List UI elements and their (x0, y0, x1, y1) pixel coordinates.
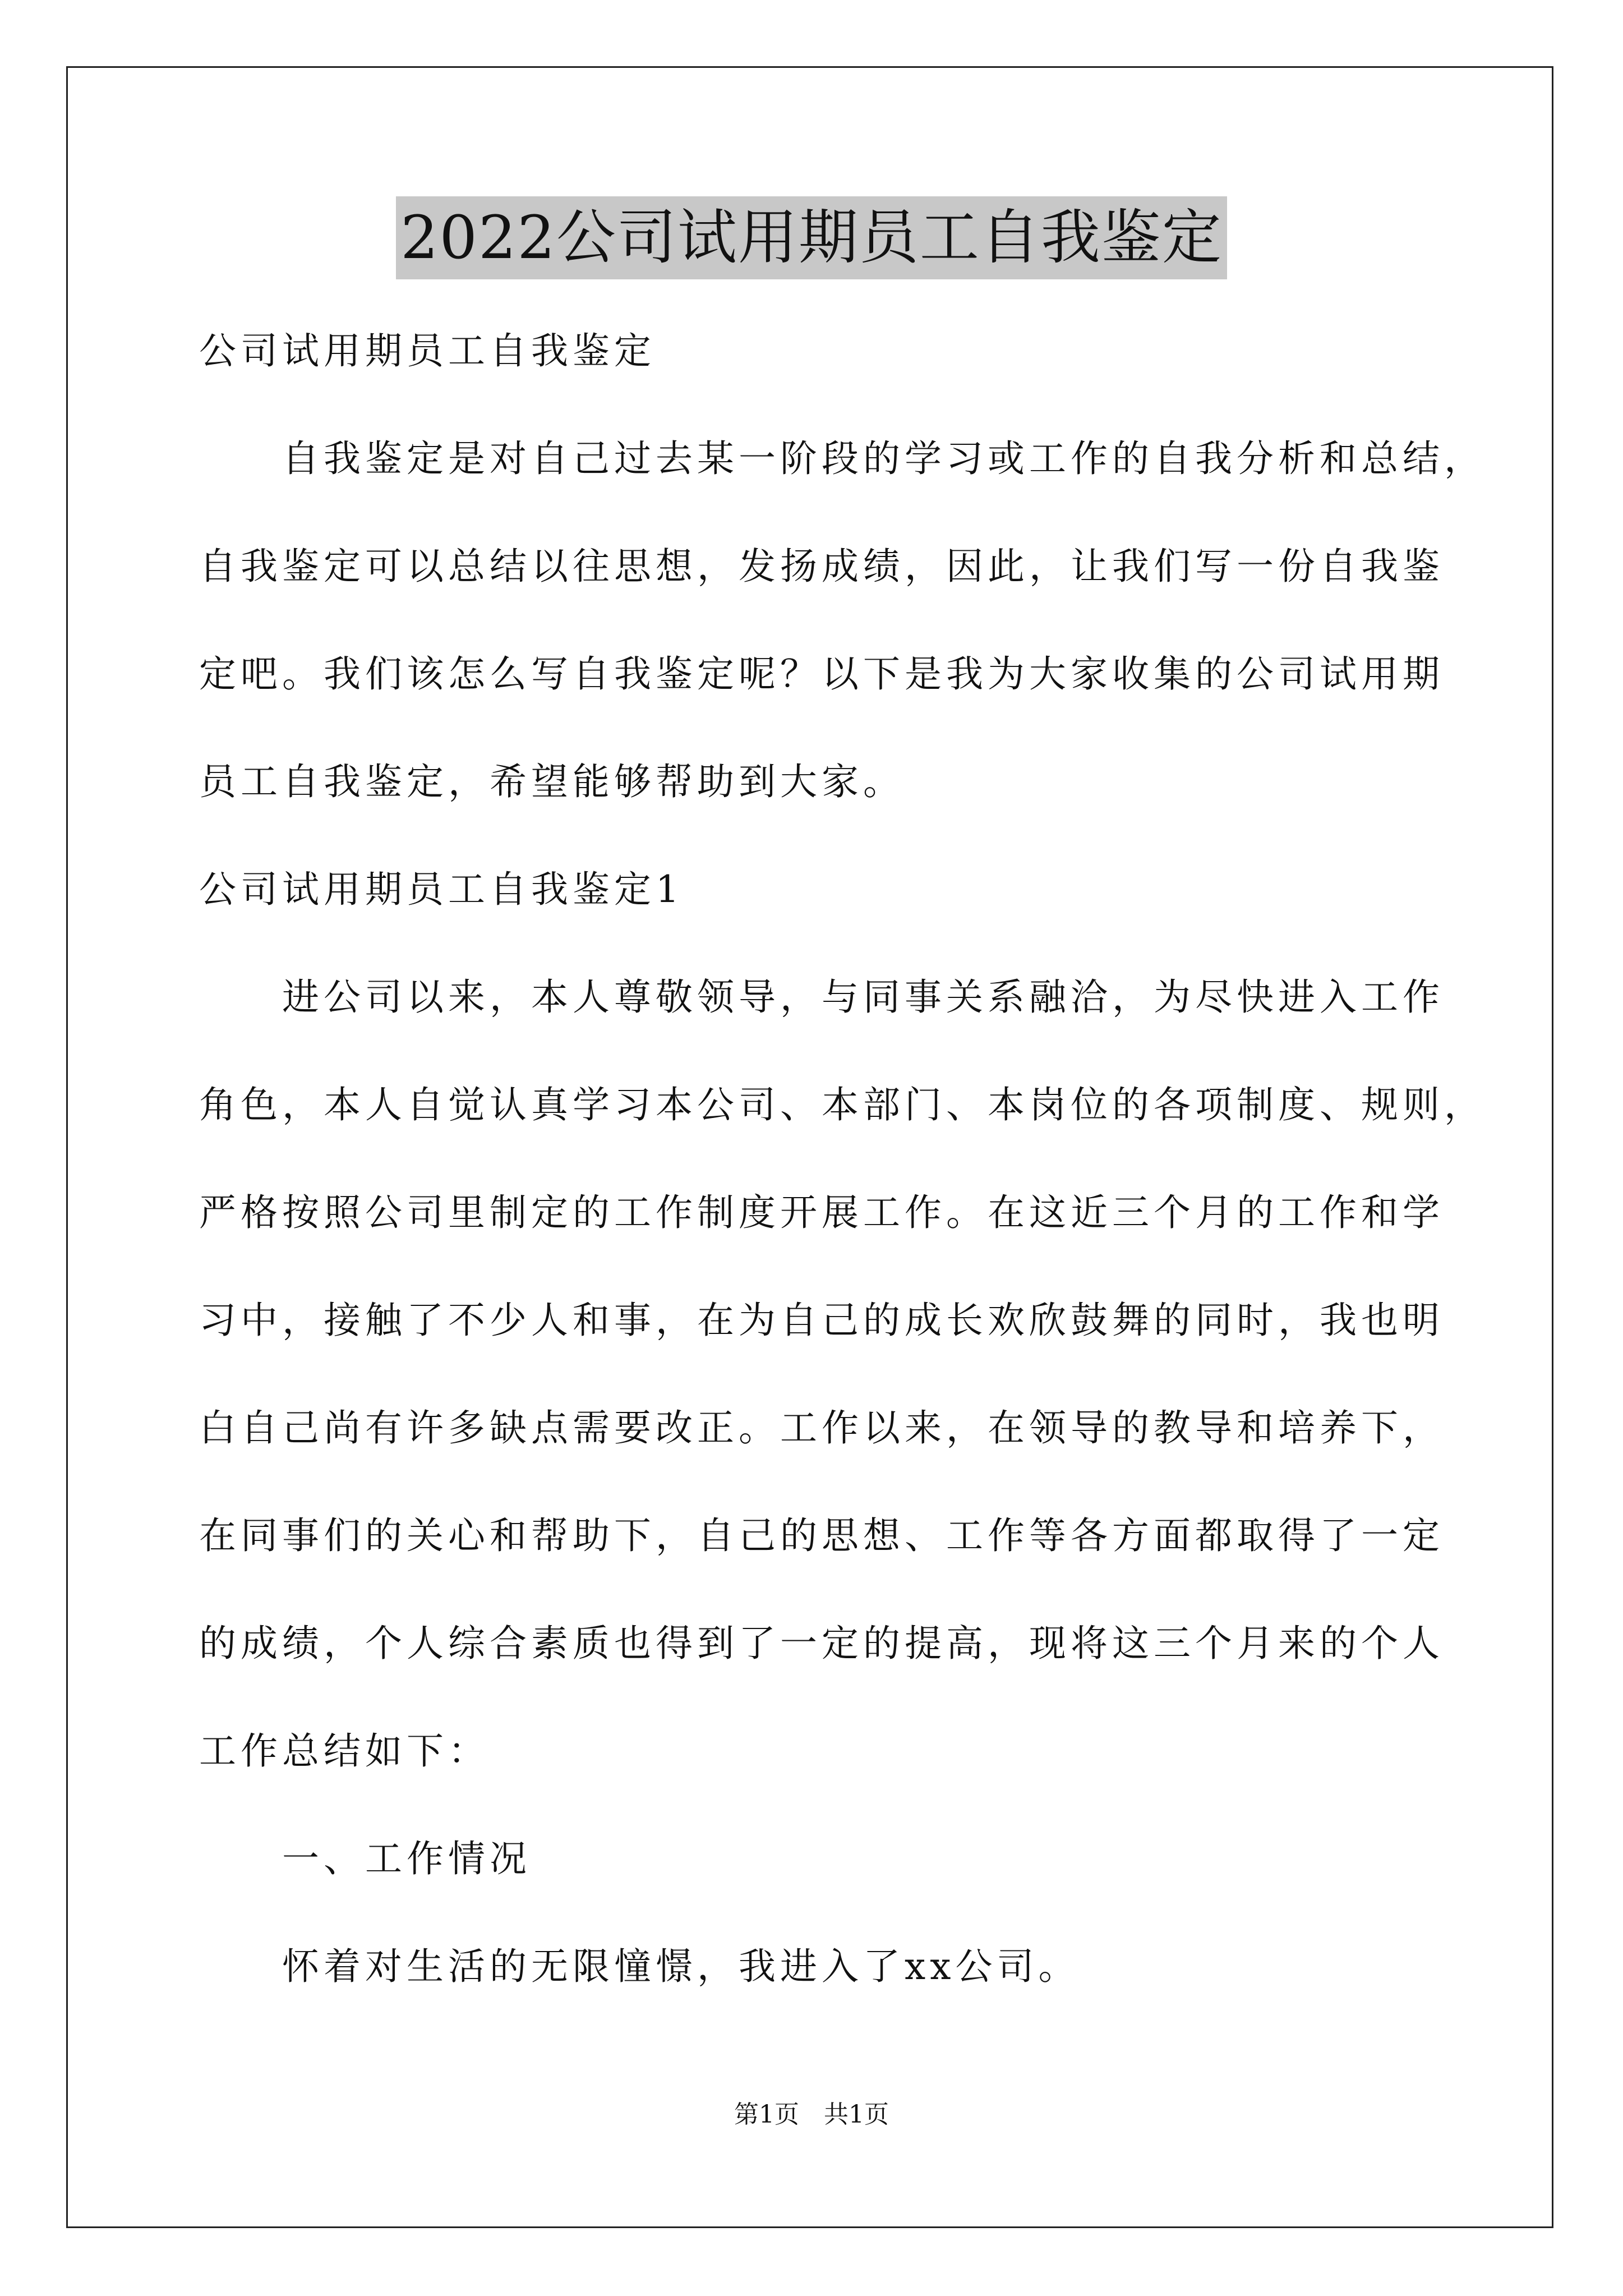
text-line: 怀着对生活的无限憧憬，我进入了xx公司。 (282, 1945, 1080, 1988)
text-line: 自我鉴定是对自己过去某一阶段的学习或工作的自我分析和总结， (282, 437, 1486, 480)
text-line: 进公司以来，本人尊敬领导，与同事关系融洽，为尽快进入工作 (282, 976, 1444, 1019)
page-footer: 第1页 共1页 (734, 2100, 889, 2129)
text-line: 的成绩，个人综合素质也得到了一定的提高，现将这三个月来的个人 (199, 1622, 1444, 1665)
text-line: 在同事们的关心和帮助下，自己的思想、工作等各方面都取得了一定 (199, 1514, 1444, 1557)
text-line: 白自己尚有许多缺点需要改正。工作以来，在领导的教导和培养下， (199, 1406, 1444, 1450)
subsection-heading: 一、工作情况 (282, 1837, 531, 1880)
text-line: 严格按照公司里制定的工作制度开展工作。在这近三个月的工作和学 (199, 1191, 1444, 1234)
text-line: 自我鉴定可以总结以往思想，发扬成绩，因此，让我们写一份自我鉴 (199, 545, 1444, 588)
text-line: 员工自我鉴定，希望能够帮助到大家。 (199, 760, 905, 803)
document-body (199, 297, 1486, 2021)
section-heading: 公司试用期员工自我鉴定1 (199, 868, 684, 911)
text-line: 习中，接触了不少人和事，在为自己的成长欢欣鼓舞的同时，我也明 (199, 1299, 1444, 1342)
text-line: 角色，本人自觉认真学习本公司、本部门、本岗位的各项制度、规则， (199, 1083, 1486, 1126)
text-line: 工作总结如下： (199, 1729, 490, 1773)
text-line: 定吧。我们该怎么写自我鉴定呢？以下是我为大家收集的公司试用期 (199, 652, 1444, 696)
title-wrap (0, 196, 1623, 279)
document-title: 2022公司试用期员工自我鉴定 (396, 196, 1227, 279)
text-line: 公司试用期员工自我鉴定 (199, 329, 656, 372)
